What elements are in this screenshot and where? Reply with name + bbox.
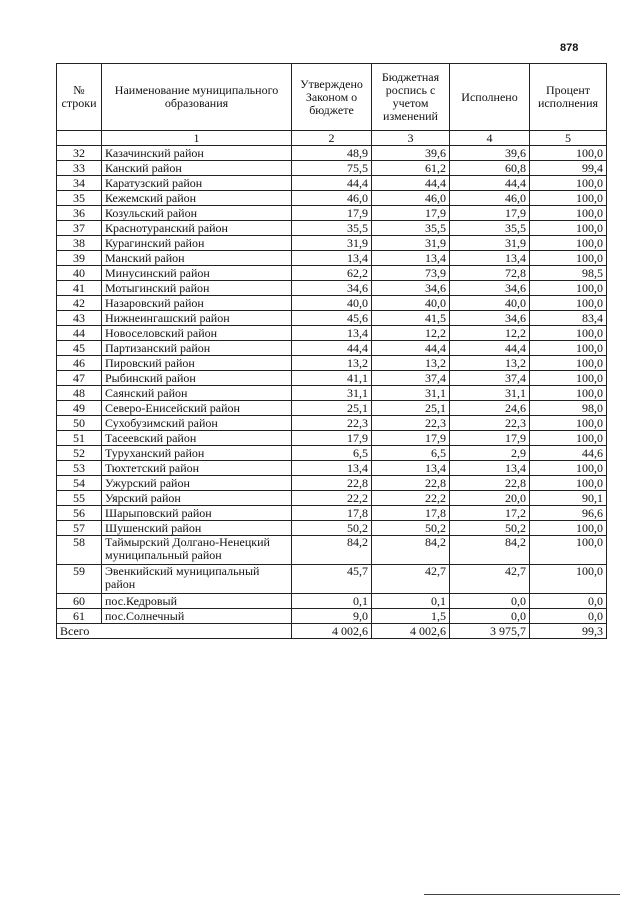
- approved-value: 45,6: [292, 311, 372, 326]
- percent-value: 100,0: [530, 191, 607, 206]
- percent-value: 83,4: [530, 311, 607, 326]
- percent-value: 100,0: [530, 356, 607, 371]
- table-row: [57, 326, 607, 341]
- percent-value: 100,0: [530, 206, 607, 221]
- approved-value: 44,4: [292, 176, 372, 191]
- municipality-name: Каратузский район: [102, 176, 292, 191]
- budget-value: 13,2: [372, 356, 450, 371]
- percent-value: 100,0: [530, 386, 607, 401]
- municipality-name: Сухобузимский район: [102, 416, 292, 431]
- approved-value: 45,7: [292, 565, 372, 594]
- percent-value: 100,0: [530, 326, 607, 341]
- approved-value: 46,0: [292, 191, 372, 206]
- municipality-name: пос.Солнечный: [102, 609, 292, 624]
- header-approved: Утверждено Законом о бюджете: [292, 64, 372, 131]
- municipality-name: Тасеевский район: [102, 431, 292, 446]
- municipality-name: Туруханский район: [102, 446, 292, 461]
- row-number: 46: [57, 356, 102, 371]
- budget-value: 6,5: [372, 446, 450, 461]
- percent-value: 100,0: [530, 476, 607, 491]
- executed-value: 17,9: [450, 431, 530, 446]
- budget-value: 44,4: [372, 176, 450, 191]
- municipality-name: Ужурский район: [102, 476, 292, 491]
- executed-value: 31,9: [450, 236, 530, 251]
- approved-value: 62,2: [292, 266, 372, 281]
- executed-value: 13,2: [450, 356, 530, 371]
- row-number: 40: [57, 266, 102, 281]
- percent-value: 100,0: [530, 146, 607, 161]
- table-row: [57, 296, 607, 311]
- row-number: 34: [57, 176, 102, 191]
- row-number: 35: [57, 191, 102, 206]
- municipality-name: Шарыповский район: [102, 506, 292, 521]
- budget-value: 41,5: [372, 311, 450, 326]
- municipality-name: Нижнеингашский район: [102, 311, 292, 326]
- percent-value: 98,5: [530, 266, 607, 281]
- total-approved: 4 002,6: [292, 624, 372, 639]
- approved-value: 84,2: [292, 536, 372, 565]
- executed-value: 0,0: [450, 594, 530, 609]
- municipality-name: Мотыгинский район: [102, 281, 292, 296]
- approved-value: 25,1: [292, 401, 372, 416]
- row-number: 58: [57, 536, 102, 565]
- municipality-name: Новоселовский район: [102, 326, 292, 341]
- approved-value: 17,8: [292, 506, 372, 521]
- percent-value: 100,0: [530, 536, 607, 565]
- municipality-name: Козульский район: [102, 206, 292, 221]
- executed-value: 22,8: [450, 476, 530, 491]
- table-row: [57, 371, 607, 386]
- municipality-name: Эвенкийский муниципальный район: [102, 565, 292, 594]
- column-index-row: [57, 131, 607, 146]
- budget-value: 42,7: [372, 565, 450, 594]
- table-row: [57, 536, 607, 565]
- percent-value: 90,1: [530, 491, 607, 506]
- row-number: 59: [57, 565, 102, 594]
- budget-value: 22,3: [372, 416, 450, 431]
- row-number: 53: [57, 461, 102, 476]
- budget-value: 44,4: [372, 341, 450, 356]
- approved-value: 17,9: [292, 206, 372, 221]
- row-number: 38: [57, 236, 102, 251]
- budget-value: 35,5: [372, 221, 450, 236]
- percent-value: 44,6: [530, 446, 607, 461]
- approved-value: 50,2: [292, 521, 372, 536]
- executed-value: 72,8: [450, 266, 530, 281]
- page-number: 878: [560, 42, 579, 54]
- municipality-name: Саянский район: [102, 386, 292, 401]
- row-number: 45: [57, 341, 102, 356]
- approved-value: 34,6: [292, 281, 372, 296]
- approved-value: 31,1: [292, 386, 372, 401]
- footer-divider: [424, 894, 620, 895]
- executed-value: 44,4: [450, 341, 530, 356]
- approved-value: 13,4: [292, 461, 372, 476]
- table-row: [57, 609, 607, 624]
- executed-value: 0,0: [450, 609, 530, 624]
- budget-value: 34,6: [372, 281, 450, 296]
- approved-value: 40,0: [292, 296, 372, 311]
- percent-value: 0,0: [530, 609, 607, 624]
- budget-value: 50,2: [372, 521, 450, 536]
- approved-value: 75,5: [292, 161, 372, 176]
- budget-value: 22,8: [372, 476, 450, 491]
- approved-value: 13,2: [292, 356, 372, 371]
- row-number: 48: [57, 386, 102, 401]
- table-row: [57, 206, 607, 221]
- column-index: 2: [292, 131, 372, 146]
- budget-execution-table: [56, 63, 607, 639]
- budget-value: 39,6: [372, 146, 450, 161]
- row-number: 37: [57, 221, 102, 236]
- approved-value: 13,4: [292, 326, 372, 341]
- municipality-name: Таймырский Долгано-Ненецкий муниципальный район: [102, 536, 292, 565]
- municipality-name: Шушенский район: [102, 521, 292, 536]
- table-row: [57, 431, 607, 446]
- executed-value: 37,4: [450, 371, 530, 386]
- header-budget-schedule: Бюджетная роспись с учетом изменений: [372, 64, 450, 131]
- municipality-name: Пировский район: [102, 356, 292, 371]
- budget-value: 1,5: [372, 609, 450, 624]
- budget-value: 25,1: [372, 401, 450, 416]
- percent-value: 100,0: [530, 281, 607, 296]
- percent-value: 100,0: [530, 431, 607, 446]
- approved-value: 0,1: [292, 594, 372, 609]
- table-row: [57, 221, 607, 236]
- approved-value: 41,1: [292, 371, 372, 386]
- row-number: 47: [57, 371, 102, 386]
- municipality-name: Тюхтетский район: [102, 461, 292, 476]
- table-row: [57, 161, 607, 176]
- executed-value: 60,8: [450, 161, 530, 176]
- row-number: 61: [57, 609, 102, 624]
- municipality-name: Канский район: [102, 161, 292, 176]
- row-number: 33: [57, 161, 102, 176]
- budget-value: 17,8: [372, 506, 450, 521]
- percent-value: 100,0: [530, 341, 607, 356]
- approved-value: 22,8: [292, 476, 372, 491]
- budget-value: 40,0: [372, 296, 450, 311]
- column-index: 4: [450, 131, 530, 146]
- executed-value: 39,6: [450, 146, 530, 161]
- table-row: [57, 236, 607, 251]
- budget-value: 46,0: [372, 191, 450, 206]
- total-executed: 3 975,7: [450, 624, 530, 639]
- column-index: 1: [102, 131, 292, 146]
- table-row: [57, 401, 607, 416]
- percent-value: 99,4: [530, 161, 607, 176]
- municipality-name: Рыбинский район: [102, 371, 292, 386]
- total-percent: 99,3: [530, 624, 607, 639]
- table-row: [57, 476, 607, 491]
- column-index: 5: [530, 131, 607, 146]
- approved-value: 22,3: [292, 416, 372, 431]
- approved-value: 35,5: [292, 221, 372, 236]
- executed-value: 44,4: [450, 176, 530, 191]
- budget-value: 31,9: [372, 236, 450, 251]
- executed-value: 35,5: [450, 221, 530, 236]
- executed-value: 17,2: [450, 506, 530, 521]
- budget-value: 0,1: [372, 594, 450, 609]
- executed-value: 34,6: [450, 311, 530, 326]
- row-number: 49: [57, 401, 102, 416]
- approved-value: 31,9: [292, 236, 372, 251]
- table-row: [57, 386, 607, 401]
- table-row: [57, 416, 607, 431]
- executed-value: 46,0: [450, 191, 530, 206]
- row-number: 51: [57, 431, 102, 446]
- approved-value: 13,4: [292, 251, 372, 266]
- row-number: 60: [57, 594, 102, 609]
- budget-value: 13,4: [372, 251, 450, 266]
- total-row: [57, 624, 607, 639]
- percent-value: 98,0: [530, 401, 607, 416]
- executed-value: 13,4: [450, 251, 530, 266]
- executed-value: 13,4: [450, 461, 530, 476]
- row-number: 55: [57, 491, 102, 506]
- budget-value: 22,2: [372, 491, 450, 506]
- table-row: [57, 251, 607, 266]
- percent-value: 100,0: [530, 236, 607, 251]
- table-row: [57, 491, 607, 506]
- row-number: 56: [57, 506, 102, 521]
- municipality-name: Кежемский район: [102, 191, 292, 206]
- municipality-name: Назаровский район: [102, 296, 292, 311]
- row-number: 44: [57, 326, 102, 341]
- table-row: [57, 446, 607, 461]
- table-row: [57, 266, 607, 281]
- percent-value: 100,0: [530, 565, 607, 594]
- executed-value: 34,6: [450, 281, 530, 296]
- budget-value: 73,9: [372, 266, 450, 281]
- approved-value: 9,0: [292, 609, 372, 624]
- table-row: [57, 356, 607, 371]
- budget-value: 12,2: [372, 326, 450, 341]
- table-row: [57, 521, 607, 536]
- municipality-name: Партизанский район: [102, 341, 292, 356]
- header-row-number: № строки: [57, 64, 102, 131]
- table-row: [57, 281, 607, 296]
- approved-value: 22,2: [292, 491, 372, 506]
- executed-value: 42,7: [450, 565, 530, 594]
- municipality-name: Уярский район: [102, 491, 292, 506]
- table-body: [57, 146, 607, 624]
- executed-value: 12,2: [450, 326, 530, 341]
- table-row: [57, 506, 607, 521]
- budget-value: 84,2: [372, 536, 450, 565]
- approved-value: 6,5: [292, 446, 372, 461]
- executed-value: 40,0: [450, 296, 530, 311]
- total-label: Всего: [57, 624, 292, 639]
- row-number: 32: [57, 146, 102, 161]
- header-execution-percent: Процент исполнения: [530, 64, 607, 131]
- table-row: [57, 311, 607, 326]
- row-number: 43: [57, 311, 102, 326]
- row-number: 41: [57, 281, 102, 296]
- column-index-empty: [57, 131, 102, 146]
- percent-value: 0,0: [530, 594, 607, 609]
- column-index: 3: [372, 131, 450, 146]
- executed-value: 84,2: [450, 536, 530, 565]
- header-municipality-name: Наименование муниципального образования: [102, 64, 292, 131]
- budget-value: 61,2: [372, 161, 450, 176]
- approved-value: 44,4: [292, 341, 372, 356]
- table-row: [57, 341, 607, 356]
- table-row: [57, 594, 607, 609]
- total-budget: 4 002,6: [372, 624, 450, 639]
- row-number: 57: [57, 521, 102, 536]
- percent-value: 100,0: [530, 461, 607, 476]
- row-number: 52: [57, 446, 102, 461]
- municipality-name: пос.Кедровый: [102, 594, 292, 609]
- row-number: 39: [57, 251, 102, 266]
- budget-value: 13,4: [372, 461, 450, 476]
- percent-value: 96,6: [530, 506, 607, 521]
- percent-value: 100,0: [530, 296, 607, 311]
- municipality-name: Казачинский район: [102, 146, 292, 161]
- executed-value: 24,6: [450, 401, 530, 416]
- municipality-name: Северо-Енисейский район: [102, 401, 292, 416]
- municipality-name: Краснотуранский район: [102, 221, 292, 236]
- budget-value: 37,4: [372, 371, 450, 386]
- table-row: [57, 565, 607, 594]
- executed-value: 2,9: [450, 446, 530, 461]
- row-number: 36: [57, 206, 102, 221]
- executed-value: 22,3: [450, 416, 530, 431]
- table-row: [57, 176, 607, 191]
- header-executed: Исполнено: [450, 64, 530, 131]
- table-row: [57, 146, 607, 161]
- table-row: [57, 191, 607, 206]
- row-number: 54: [57, 476, 102, 491]
- executed-value: 50,2: [450, 521, 530, 536]
- executed-value: 31,1: [450, 386, 530, 401]
- budget-value: 17,9: [372, 431, 450, 446]
- row-number: 42: [57, 296, 102, 311]
- percent-value: 100,0: [530, 221, 607, 236]
- table-row: [57, 461, 607, 476]
- approved-value: 17,9: [292, 431, 372, 446]
- municipality-name: Манский район: [102, 251, 292, 266]
- budget-value: 17,9: [372, 206, 450, 221]
- table-header: [57, 64, 607, 146]
- percent-value: 100,0: [530, 416, 607, 431]
- municipality-name: Курагинский район: [102, 236, 292, 251]
- percent-value: 100,0: [530, 521, 607, 536]
- row-number: 50: [57, 416, 102, 431]
- percent-value: 100,0: [530, 251, 607, 266]
- executed-value: 17,9: [450, 206, 530, 221]
- percent-value: 100,0: [530, 371, 607, 386]
- approved-value: 48,9: [292, 146, 372, 161]
- budget-value: 31,1: [372, 386, 450, 401]
- municipality-name: Минусинский район: [102, 266, 292, 281]
- executed-value: 20,0: [450, 491, 530, 506]
- percent-value: 100,0: [530, 176, 607, 191]
